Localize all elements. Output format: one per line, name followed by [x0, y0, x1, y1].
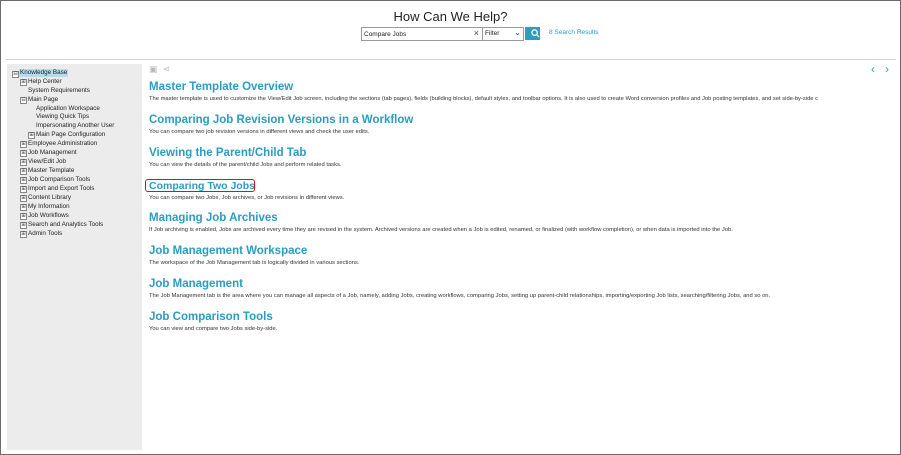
expand-icon[interactable]: ⊞ [21, 186, 26, 192]
expand-icon[interactable]: ⊞ [21, 79, 26, 85]
article-desc: You can view the details of the parent/child Jobs and perform related tasks. [149, 162, 342, 168]
print-icon[interactable]: ▣ [149, 64, 158, 74]
tree-item-content-library[interactable]: Content Library [28, 194, 72, 201]
filter-select[interactable] [482, 27, 524, 41]
tree-item-job-workflows[interactable]: Job Workflows [28, 212, 69, 219]
search-box[interactable] [361, 27, 483, 41]
page-title: How Can We Help? [393, 9, 508, 24]
prev-arrow-icon[interactable]: ‹ [871, 62, 875, 76]
tree-item-job-management[interactable]: Job Management [28, 149, 77, 156]
expand-icon[interactable]: ⊞ [21, 141, 26, 147]
expand-icon[interactable]: ⊞ [21, 159, 26, 165]
sidebar [7, 64, 142, 450]
tree-item-knowledge-base[interactable]: Knowledge Base [20, 69, 68, 76]
next-arrow-icon[interactable]: › [885, 62, 889, 76]
article-title[interactable]: Viewing the Parent/Child Tab [149, 147, 307, 159]
tree-item-help-center[interactable]: Help Center [28, 78, 62, 85]
chevron-down-icon: ⌄ [514, 28, 521, 37]
search-input[interactable] [364, 28, 468, 40]
search-icon [531, 29, 540, 38]
header-divider [6, 59, 896, 60]
search-button[interactable] [525, 27, 540, 40]
tree-item-viewing-quick-tips[interactable]: Viewing Quick Tips [36, 113, 90, 120]
expand-icon[interactable]: ⊞ [21, 222, 26, 228]
expand-icon[interactable]: ⊞ [21, 150, 26, 156]
article-title[interactable]: Managing Job Archives [149, 212, 278, 224]
clear-icon[interactable]: × [473, 28, 479, 38]
article-desc: The workspace of the Job Management tab is logically divided in various sections. [149, 260, 360, 266]
article-title[interactable]: Master Template Overview [149, 81, 294, 93]
expand-icon[interactable]: ⊞ [21, 213, 26, 219]
tree-item-search-analytics-tools[interactable]: Search and Analytics Tools [28, 221, 104, 228]
tree-item-application-workspace[interactable]: Application Workspace [36, 105, 100, 112]
expand-icon[interactable]: ⊞ [21, 168, 26, 174]
tree-item-job-comparison-tools[interactable]: Job Comparison Tools [28, 176, 91, 183]
tree-item-import-export-tools[interactable]: Import and Export Tools [28, 185, 95, 192]
filter-label: Filter [485, 30, 500, 37]
article-title[interactable]: Job Comparison Tools [149, 311, 273, 323]
article-desc: If Job archiving is enabled, Jobs are archived every time they are revised in the system. Archived versions are created when a Job is edited, renamed, or finalized (with workflow completion), or when data is imported into the Job. [149, 227, 733, 233]
tree-item-my-information[interactable]: My Information [28, 203, 70, 210]
article-title-comparing-two-jobs[interactable]: Comparing Two Jobs [149, 180, 255, 192]
highlight-box [145, 179, 255, 192]
tree-item-view-edit-job[interactable]: View/Edit Job [28, 158, 67, 165]
expand-icon[interactable]: ⊞ [21, 195, 26, 201]
expand-icon[interactable]: ⊞ [21, 231, 26, 237]
expand-icon[interactable]: ⊞ [21, 204, 26, 210]
expand-icon[interactable]: ⊞ [21, 177, 26, 183]
tree-item-impersonating-another-user[interactable]: Impersonating Another User [36, 122, 115, 129]
search-results-count[interactable]: 8 Search Results [549, 29, 599, 36]
collapse-icon[interactable]: ⊟ [21, 97, 26, 103]
tree-item-master-template[interactable]: Master Template [28, 167, 75, 174]
tree-item-main-page-configuration[interactable]: Main Page Configuration [36, 131, 106, 138]
article-desc: The Job Management tab is the area where you can manage all aspects of a Job, namely, adding Jobs, creating workflows, comparing Jobs, setting up parent-child relationships, importing/exporting Job lists, searching/filtering Jobs, and so on. [149, 293, 771, 299]
article-title[interactable]: Job Management Workspace [149, 245, 308, 257]
share-icon[interactable]: ⋖ [163, 64, 171, 74]
tree-item-admin-tools[interactable]: Admin Tools [28, 230, 63, 237]
expand-icon[interactable]: ⊞ [29, 132, 34, 138]
article-desc: You can view and compare two Jobs side-by-side. [149, 326, 278, 332]
article-title[interactable]: Comparing Job Revision Versions in a Workflow [149, 114, 414, 126]
tree-item-system-requirements[interactable]: System Requirements [28, 87, 90, 94]
tree-item-employee-administration[interactable]: Employee Administration [28, 140, 98, 147]
article-desc: The master template is used to customize the View/Edit Job screen, including the sections (tab pages), fields (building blocks), default styles, and toolbar options. It is also used to create Word conversion profiles and Job posting templates, and set side-by-side c [149, 96, 819, 102]
tree-item-main-page[interactable]: Main Page [28, 96, 59, 103]
collapse-icon[interactable]: ⊟ [13, 71, 18, 77]
article-desc: You can compare two Jobs, Job archives, or Job revisions in different views. [149, 195, 345, 201]
article-desc: You can compare two job revision versions in different views and check the user edits. [149, 129, 370, 135]
article-title[interactable]: Job Management [149, 278, 243, 290]
